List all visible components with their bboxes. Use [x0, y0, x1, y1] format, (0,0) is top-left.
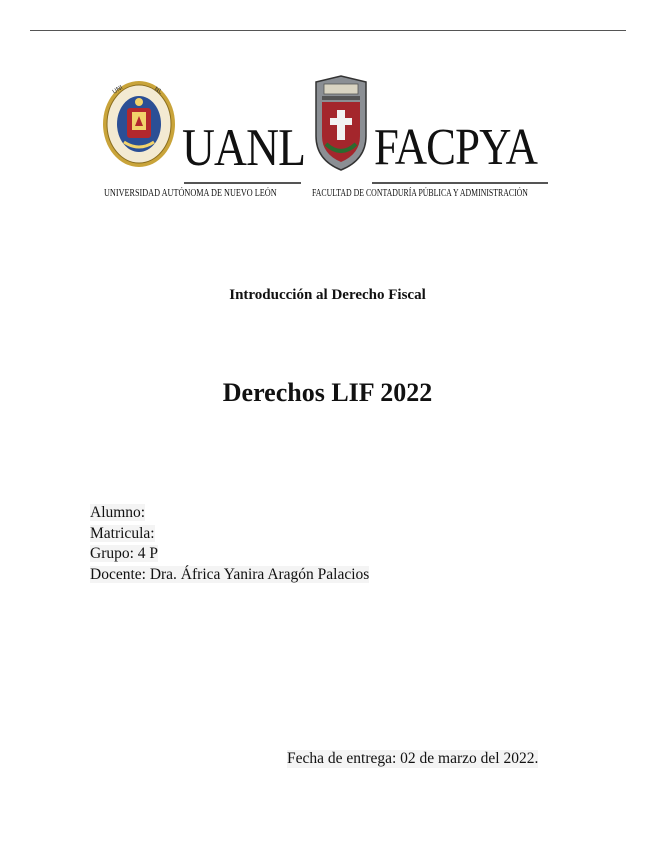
facpya-logo [310, 74, 548, 204]
top-rule [30, 30, 626, 31]
uanl-rule [184, 182, 301, 184]
due-date: Fecha de entrega: 02 de marzo del 2022. [287, 750, 539, 767]
uanl-wordmark: UANL [182, 119, 306, 177]
uanl-logo [100, 74, 306, 204]
info-line-grupo [90, 544, 369, 565]
svg-text:UNI: UNI [111, 84, 125, 96]
uanl-seal-icon [102, 80, 176, 168]
alumno-label: Alumno: [90, 504, 146, 521]
facpya-shield-icon [312, 74, 370, 172]
info-line-docente [90, 565, 369, 586]
facpya-caption: FACULTAD DE CONTADURÍA PÚBLICA Y ADMINISTRACIÓN [312, 188, 528, 199]
info-line-alumno [90, 503, 369, 524]
svg-text:NL: NL [153, 85, 164, 96]
grupo-label: Grupo: 4 P [90, 545, 159, 562]
facpya-wordmark: FACPYA [374, 119, 538, 176]
docente-label: Docente: Dra. África Yanira Aragón Palacios [90, 565, 370, 583]
facpya-rule [372, 182, 548, 184]
course-subject: Introducción al Derecho Fiscal [229, 287, 426, 303]
info-line-matricula [90, 524, 369, 545]
document-title: Derechos LIF 2022 [222, 378, 433, 407]
uanl-caption: UNIVERSIDAD AUTÓNOMA DE NUEVO LEÓN [104, 188, 277, 199]
student-info [90, 503, 369, 585]
matricula-label: Matricula: [90, 524, 155, 542]
